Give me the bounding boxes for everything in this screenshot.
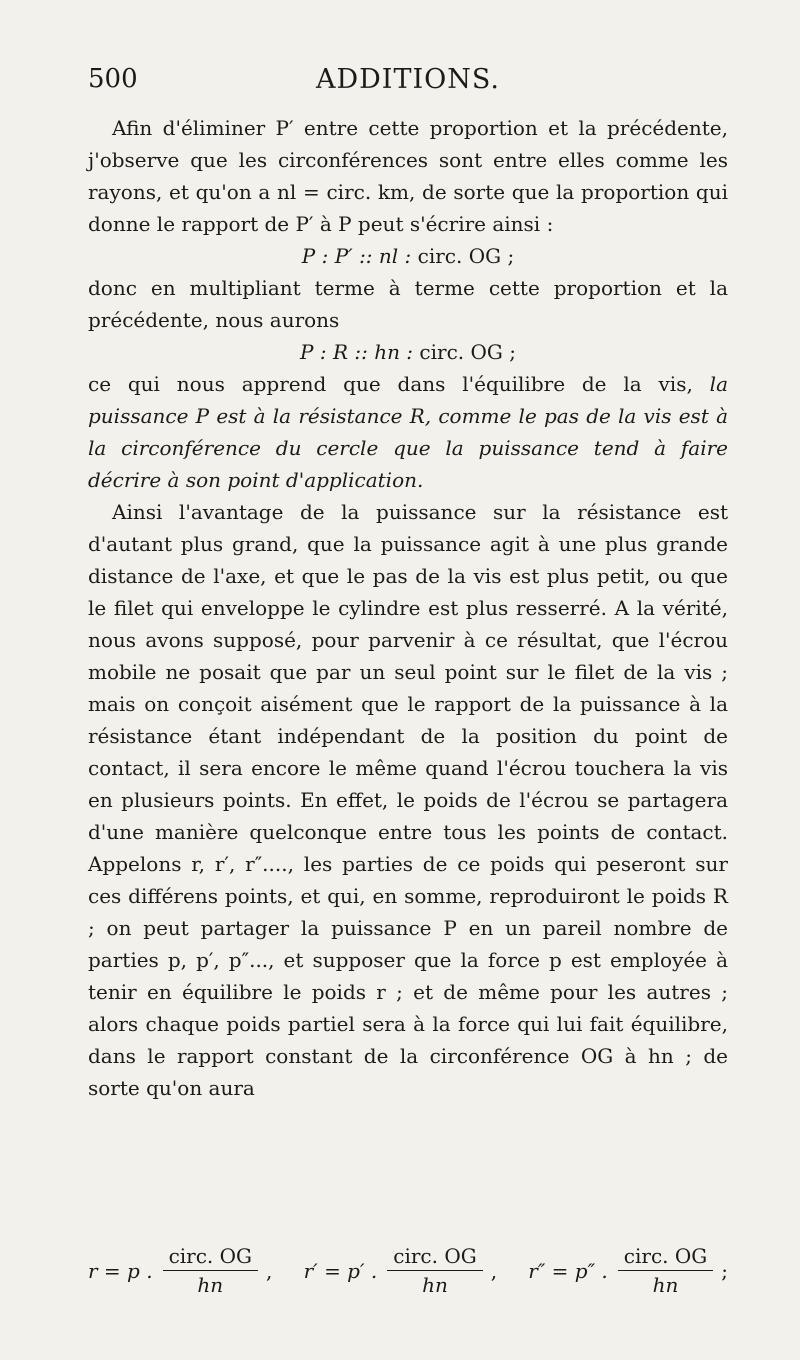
paragraph-3-intro: ce qui nous apprend que dans l'équilibre de la vis, [88, 372, 710, 396]
separator: , [266, 1258, 273, 1283]
paragraph-2: donc en multipliant terme à terme cette proportion et la précédente, nous aurons [88, 276, 728, 332]
formula-1-left: P : P′ :: nl : [301, 244, 418, 268]
formula-2-left: P : R :: hn : [300, 340, 420, 364]
fraction-numerator: circ. OG [387, 1244, 482, 1271]
running-title: ADDITIONS. [315, 64, 500, 95]
formula-2-right: circ. OG ; [419, 340, 516, 364]
fraction-denominator: hn [422, 1273, 448, 1297]
equation-r-second [528, 1244, 728, 1297]
fraction-denominator: hn [197, 1273, 224, 1297]
equation-lhs: r″ = p″ . [528, 1258, 608, 1283]
fraction [387, 1244, 482, 1297]
paragraph-4: Ainsi l'avantage de la puissance sur la résistance est d'autant plus grand, que la puissance agit à une plus grande distance de l'axe, et que le pas de la vis est plus petit, ou que le filet qui enveloppe le cylindre est plus resserré. A la vérité, nous avons supposé, pour parvenir à ce résultat, que l'écrou mobile ne posait que par un seul point sur le filet de la vis ; mais on conçoit aisément que le rapport de la puissance à la résistance étant indépendant de la position du point de contact, il sera encore le même quand l'écrou touchera la vis en plusieurs points. En effet, le poids de l'écrou se partagera d'une manière quelconque entre tous les points de contact. Appelons r, r′, r″...., les parties de ce poids qui peseront sur ces différens points, et qui, en somme, reproduiront le poids R ; on peut partager la puissance P en un pareil nombre de parties p, p′, p″..., et supposer que la force p est employée à tenir en équilibre le poids r ; et de même pour les autres ; alors chaque poids partiel sera à la force qui lui fait équilibre, dans le rapport constant de la circonférence OG à hn ; de sorte qu'on aura [88, 500, 728, 1100]
fraction-numerator: circ. OG [163, 1244, 258, 1271]
separator: ; [721, 1258, 728, 1283]
page-body [88, 112, 728, 1104]
page-number: 500 [88, 64, 138, 94]
fraction [163, 1244, 258, 1297]
paragraph-1: Afin d'éliminer P′ entre cette proportion et la précédente, j'observe que les circonférences sont entre elles comme les rayons, et qu'on a nl = circ. km, de sorte que la proportion qui donne le rapport de P′ à P peut s'écrire ainsi : [88, 116, 728, 236]
fraction-equations [88, 1244, 728, 1304]
equation-lhs: r′ = p′ . [303, 1258, 378, 1283]
separator: , [490, 1258, 498, 1283]
formula-1-right: circ. OG ; [417, 244, 515, 268]
page-header [88, 64, 728, 104]
paragraph-3 [88, 368, 728, 496]
fraction [618, 1244, 713, 1297]
fraction-denominator: hn [652, 1273, 679, 1297]
equation-lhs: r = p . [88, 1258, 153, 1283]
fraction-numerator: circ. OG [618, 1244, 713, 1271]
paragraph-3-theorem: la puissance P est à la résistance R, comme le pas de la vis est à la circonférence du cercle que la puissance tend à faire décrire à son point d'application. [88, 372, 728, 492]
proportion-formula-2 [88, 336, 728, 368]
equation-r [88, 1244, 272, 1297]
proportion-formula-1 [88, 240, 728, 272]
equation-r-prime [304, 1244, 497, 1297]
